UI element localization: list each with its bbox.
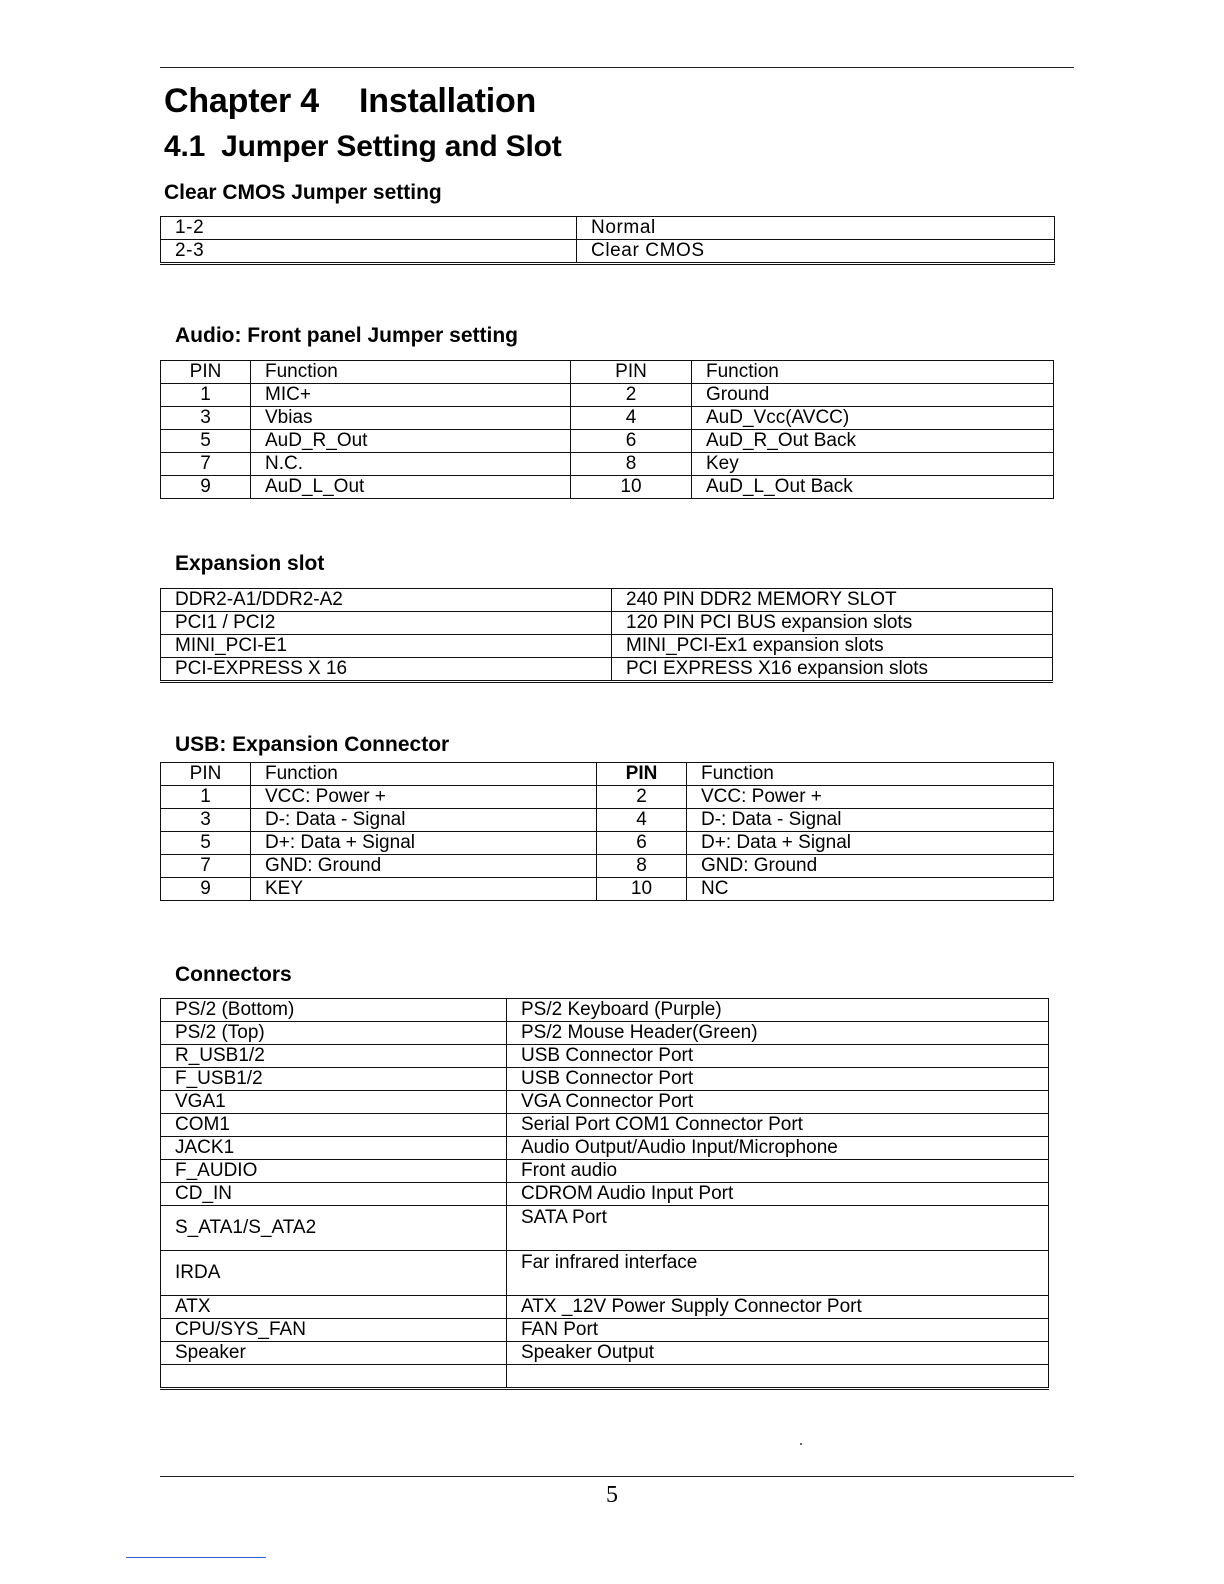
pin-cell: 6 [597,832,687,855]
section-number: 4.1 [164,130,206,163]
connector-name: CPU/SYS_FAN [161,1319,507,1342]
function-cell: VCC: Power + [687,786,1054,809]
table-row [161,786,1054,809]
connector-description [507,1365,1049,1389]
chapter-title: Installation [359,82,537,120]
table-row [161,999,1049,1022]
column-header: PIN [161,763,251,786]
pin-cell: 9 [161,878,251,901]
table-row [161,217,1055,240]
table-row [161,1342,1049,1365]
function-cell: GND: Ground [251,855,597,878]
audio-table [160,360,1054,499]
slot-name: DDR2-A1/DDR2-A2 [161,589,612,612]
table-row [161,809,1054,832]
pin-cell: 1 [161,384,251,407]
connector-name: Speaker [161,1342,507,1365]
function-cell: AuD_R_Out [251,430,571,453]
slot-description: PCI EXPRESS X16 expansion slots [612,658,1053,682]
table-row [161,453,1054,476]
usb-table [160,762,1054,901]
connector-name: COM1 [161,1114,507,1137]
table-row [161,1206,1049,1251]
section-title: Jumper Setting and Slot [221,130,562,163]
pin-cell: 7 [161,855,251,878]
table-row [161,1045,1049,1068]
table-row [161,1137,1049,1160]
function-cell: D+: Data + Signal [687,832,1054,855]
connector-description: PS/2 Mouse Header(Green) [507,1022,1049,1045]
pin-cell: 1 [161,786,251,809]
expansion-title: Expansion slot [175,552,325,575]
table-row [161,1365,1049,1389]
chapter-heading [164,82,536,121]
function-cell: MIC+ [251,384,571,407]
connector-description: Far infrared interface [507,1251,1049,1296]
pin-cell: 8 [597,855,687,878]
table-row [161,1091,1049,1114]
pin-cell: 2 [571,384,692,407]
table-row [161,635,1053,658]
audio-title: Audio: Front panel Jumper setting [175,324,519,347]
column-header: PIN [161,361,251,384]
connector-description: Audio Output/Audio Input/Microphone [507,1137,1049,1160]
connector-description: ATX _12V Power Supply Connector Port [507,1296,1049,1319]
cmos-table [160,216,1055,265]
function-cell: AuD_L_Out Back [692,476,1054,499]
pin-cell: 4 [597,809,687,832]
slot-description: MINI_PCI-Ex1 expansion slots [612,635,1053,658]
connector-description: FAN Port [507,1319,1049,1342]
function-cell: N.C. [251,453,571,476]
connector-name: PS/2 (Bottom) [161,999,507,1022]
table-row [161,384,1054,407]
connector-name: F_USB1/2 [161,1068,507,1091]
pin-cell: 6 [571,430,692,453]
connector-description: PS/2 Keyboard (Purple) [507,999,1049,1022]
column-header: PIN [597,763,687,786]
section-heading [164,130,562,164]
function-cell: D-: Data - Signal [687,809,1054,832]
function-cell: AuD_Vcc(AVCC) [692,407,1054,430]
table-row [161,1183,1049,1206]
top-rule [160,67,1074,68]
pin-cell: 2 [597,786,687,809]
table-header-row [161,763,1054,786]
pin-cell: 10 [571,476,692,499]
pin-cell: 9 [161,476,251,499]
chapter-number: Chapter 4 [164,82,320,120]
pin-cell: 3 [161,407,251,430]
connector-description: USB Connector Port [507,1045,1049,1068]
slot-name: PCI-EXPRESS X 16 [161,658,612,682]
table-row [161,407,1054,430]
connector-description: Front audio [507,1160,1049,1183]
column-header: PIN [571,361,692,384]
connector-name: PS/2 (Top) [161,1022,507,1045]
cmos-pins: 1-2 [161,217,577,240]
slot-name: PCI1 / PCI2 [161,612,612,635]
connector-name: R_USB1/2 [161,1045,507,1068]
viewer-link-underline [126,1557,266,1558]
column-header: Function [251,361,571,384]
function-cell: Ground [692,384,1054,407]
function-cell: Key [692,453,1054,476]
table-row [161,855,1054,878]
connector-description: USB Connector Port [507,1068,1049,1091]
table-row [161,1251,1049,1296]
function-cell: AuD_L_Out [251,476,571,499]
table-row [161,589,1053,612]
table-row [161,832,1054,855]
function-cell: GND: Ground [687,855,1054,878]
column-header: Function [251,763,597,786]
pin-cell: 4 [571,407,692,430]
function-cell: KEY [251,878,597,901]
table-row [161,1160,1049,1183]
cmos-function: Normal [577,217,1055,240]
table-row [161,878,1054,901]
connector-name: CD_IN [161,1183,507,1206]
function-cell: D+: Data + Signal [251,832,597,855]
stray-mark [800,1443,802,1445]
cmos-title: Clear CMOS Jumper setting [164,181,442,204]
table-row [161,240,1055,264]
slot-name: MINI_PCI-E1 [161,635,612,658]
slot-description: 240 PIN DDR2 MEMORY SLOT [612,589,1053,612]
connector-description: SATA Port [507,1206,1049,1251]
slot-description: 120 PIN PCI BUS expansion slots [612,612,1053,635]
pin-cell: 3 [161,809,251,832]
pin-cell: 5 [161,430,251,453]
connector-name: JACK1 [161,1137,507,1160]
table-row [161,1022,1049,1045]
table-row [161,1114,1049,1137]
table-row [161,1296,1049,1319]
pin-cell: 5 [161,832,251,855]
connector-description: VGA Connector Port [507,1091,1049,1114]
table-row [161,1068,1049,1091]
connector-description: Speaker Output [507,1342,1049,1365]
connector-description: CDROM Audio Input Port [507,1183,1049,1206]
table-row [161,612,1053,635]
function-cell: VCC: Power + [251,786,597,809]
table-row [161,658,1053,682]
connector-name: ATX [161,1296,507,1319]
cmos-pins: 2-3 [161,240,577,264]
expansion-table [160,588,1053,683]
connector-name: VGA1 [161,1091,507,1114]
page-number: 5 [606,1482,618,1508]
cmos-function: Clear CMOS [577,240,1055,264]
connector-name [161,1365,507,1389]
connectors-title: Connectors [175,963,292,986]
pin-cell: 7 [161,453,251,476]
table-row [161,430,1054,453]
connector-name: S_ATA1/S_ATA2 [161,1206,507,1251]
connector-name: IRDA [161,1251,507,1296]
pin-cell: 10 [597,878,687,901]
table-row [161,1319,1049,1342]
table-header-row [161,361,1054,384]
function-cell: D-: Data - Signal [251,809,597,832]
column-header: Function [687,763,1054,786]
connector-description: Serial Port COM1 Connector Port [507,1114,1049,1137]
function-cell: NC [687,878,1054,901]
function-cell: AuD_R_Out Back [692,430,1054,453]
table-row [161,476,1054,499]
bottom-rule [160,1476,1074,1477]
function-cell: Vbias [251,407,571,430]
column-header: Function [692,361,1054,384]
usb-title: USB: Expansion Connector [175,733,450,756]
connector-name: F_AUDIO [161,1160,507,1183]
connectors-table [160,998,1049,1390]
pin-cell: 8 [571,453,692,476]
